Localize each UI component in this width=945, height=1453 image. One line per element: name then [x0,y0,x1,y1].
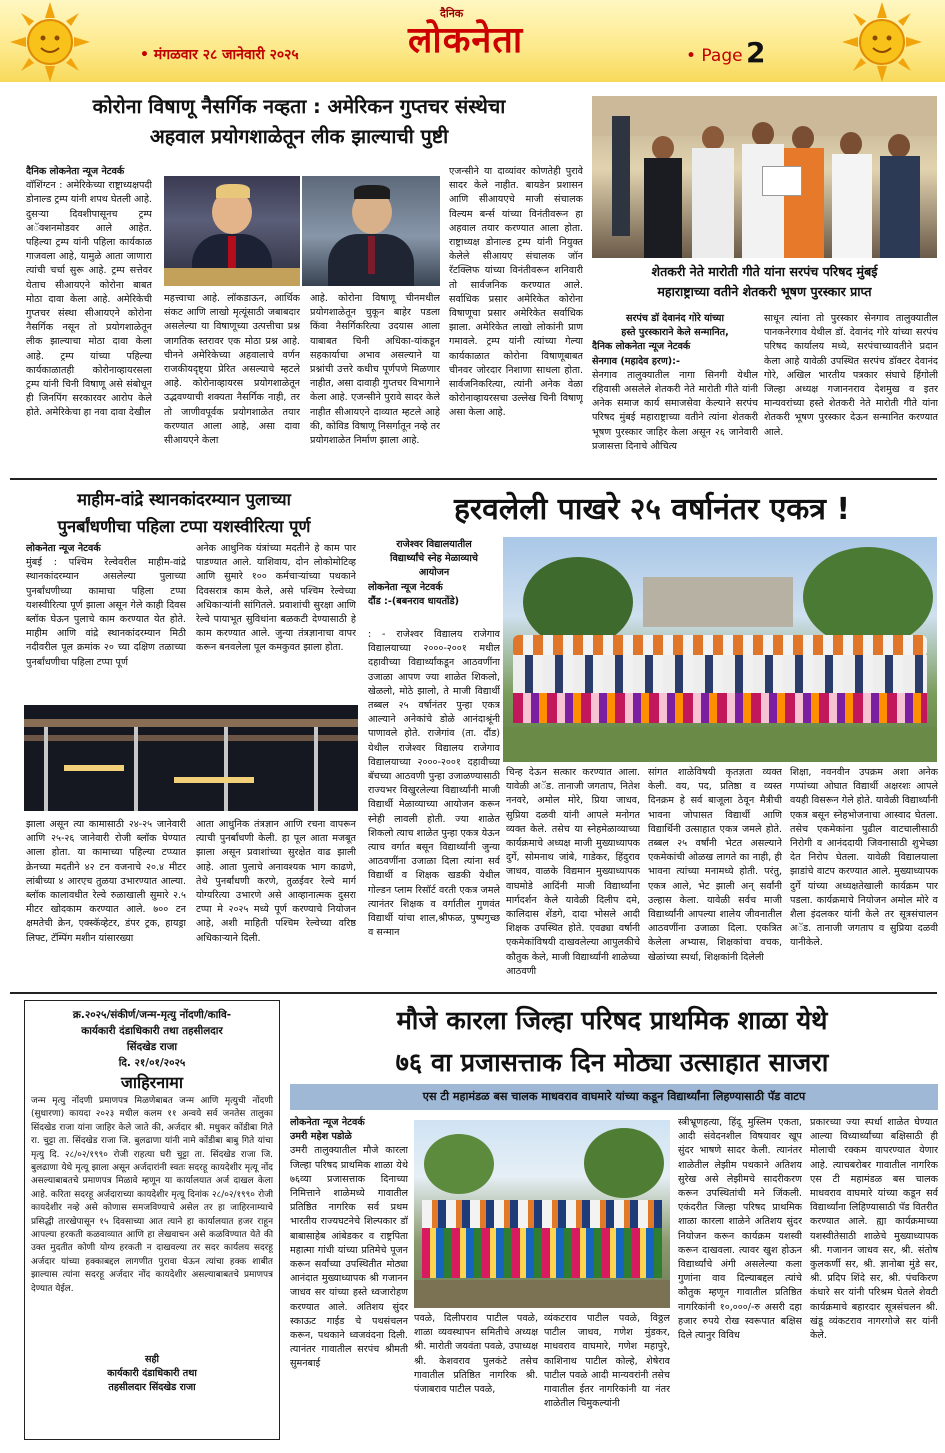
story-school-col-a: पवळे, दिलीपराव पाटील पवळे, शाळा व्यवस्थापन समितीचे अध्यक्ष श्री. मारोती जयवंता पवळे, उपाध्यक्ष श्री. केशवराव पुलकंटे तसेच गावातील प्रतिष्ठित नागरिक श्री. पंजाबराव पाटील पवळे, [414,1313,538,1396]
photo-bridge [24,705,358,811]
brand-small: दैनिक [440,7,464,20]
story-school-headline: मौजे कारला जिल्हा परिषद प्राथमिक शाळा येथे ७६ वा प्रजासत्ताक दिन मोठ्या उत्साहात साजरा [395,1006,829,1078]
divider-1 [10,478,937,480]
brand-logo: लोकनेता [408,20,524,61]
story-reunion-col-2: चिन्ह देऊन सत्कार करण्यात आला. यावेळी अॅड. तानाजी जगताप, नितेश ननवरे, अमोल मोरे, प्रिया जाधव, सुप्रिया दळवी यांनी आपले मनोगत व्यक्त केले. तसेच या स्नेहमेळाव्याच्या कार्यक्रमाचे अध्यक्ष माजी मुख्याध्यापक दुर्गे, सोमनाथ जांबे, गाडेकर, हिंदुराव जाधव, वाळके विद्यमान मुख्याध्यापक वाघमोडे आदिंनी माजी विद्यार्थ्यांना मार्गदर्शन केले यावेळी दिलीप दमे, कालिदास शेंडगे, दादा भोसले आदी शिक्षक उपस्थित होते. एवढ्या वर्षानी एकमेकांविषयी दाखवलेल्या आपुलकीचे कौतुक केले, माजी विद्यार्थ्यांनी शाळेच्या आठवणी [506,767,640,977]
story-bridge-col-1: लोकनेता न्यूज नेटवर्क मुंबई : पश्चिम रेल्वेवरील माहीम-वांद्रे स्थानकांदरम्यान असलेल्या पुलाच्या पुनर्बांधणीच्या कामाचा पहिला टप्पा यशस्वीरित्या पूर्ण झाला असून गेले काही दिवस ब्लॉक घेऊन पुलाचे काम करण्यात येत होते. माहीम आणि वांद्रे स्थानकांदरम्यान मिठी नदीवरील पूल क्रमांक २० च्या दक्षिण तळाच्या पुनर्बांधणीचा पहिला टप्पा पूर्ण [26,543,186,668]
story-bridge-col-4: आता आधुनिक तंत्रज्ञान आणि रचना वापरून त्याची पुनर्बांधणी केली. हा पूल आता मजबूत झाला असून प्रवाशांच्या सुरक्षेत वाढ झाली आहे. आता पुलाचे अनावश्यक भाग काढणे, तेथे पुनर्बांधणी करणे, तुळईवर रेल्वे मार्ग योग्यरित्या उभारणे असे आव्हानात्मक दुसरा टप्पा मे २०२५ मध्ये पूर्ण करण्याचे नियोजन आहे, अशी माहिती पश्चिम रेल्वेच्या वरिष्ठ अधिकाऱ्याने दिली. [196,819,356,944]
issue-date: • मंगळवार २८ जानेवारी २०२५ [140,47,299,63]
story-corona-col-4: एजन्सीने या दाव्यांवर कोणतेही पुरावे सादर केले नाहीत. बायडेन प्रशासन आणि सीआयएचे माजी संचालक विल्यम बर्न्स यांच्या विनंतीवरून हा अहवाल तयार करण्यात आला होता. राष्ट्राध्यक्ष डोनाल्ड ट्रम्प यांनी नियुक्त केलेले सीआयए संचालक जॉन रॅटक्लिफ यांच्या विनंतीवरून शनिवारी तो सार्वजनिक करण्यात आले. सर्वाधिक प्रसार अमेरिकेत कोरोना विषाणूचा प्रसार अमेरिकेत सर्वाधिक झाला. अमेरिकेत लाखो लोकांनी प्राण गमावले. ट्रम्प यांनी त्यांच्या गेल्या कार्यकाळात कोरोना विषाणूबाबत चीनवर जोरदार निशाणा साधला होता. सार्वजनिकरित्या, त्यांनी अनेक वेळा कोरोनाव्हायरसचा उल्लेख चिनी विषाणू असा केला आहे. [449,166,583,419]
story-reunion-col-3: सांगत शाळेविषयी कृतज्ञता व्यक्त केली. वय, पद, प्रतिष्ठा व व्यस्त दिनक्रम हे सर्व बाजूला ठेवून मैत्रीची भावना जोपासत विद्यार्थी आणि विद्यार्थिनी उत्साहात एकत्र जमले होते. तब्बल २५ वर्षांनी भेटत असल्याने एकमेकांची ओळख लागते का नाही, ही भावना त्यांच्या मनामध्ये होती. परंतु, एकत्र आले, भेट झाली अन् सर्वांनी उल्हास केला. यावेळी सर्वच माजी विद्यार्थ्यांनी आपल्या शालेय जीवनातील आठवणींना उजाळा दिला. एकत्रित केलेला अभ्यास, शिक्षकांचा वचक, खेळांच्या स्पर्धा, शिक्षकांनी दिलेली [648,767,782,963]
story-bridge-col-2: अनेक आधुनिक यंत्रांच्या मदतीने हे काम पार पाडण्यात आले. याशिवाय, दोन लोकोमोटिव्ह आणि सुमारे १०० कर्मचाऱ्यांच्या पथकाने दिवसरात्र काम केले, असे पश्चिम रेल्वेच्या अधिकाऱ्यांनी सांगितले. प्रवाशांची सुरक्षा आणि रेल्वे पायाभूत सुविधांना बळकटी देण्यासाठी हे काम करण्यात आले. जुन्या तंत्रज्ञानाचा वापर करून बनवलेला पूल कमकुवत झाला होता. [196,543,356,654]
story-school-col-b: व्यंकटराव पाटील पवळे, विठ्ठल पाटील जाधव, गणेश मुंडकर, माधवराव वाघमारे, गणेश महापुरे, काशिनाथ पाटील कोल्हे, शेषेराव पाटील पवळे आदी मान्यवरांनी तसेच गावातील ईतर नागरिकांनी या नंतर शाळेतील चिमुकल्यांनी [544,1313,670,1410]
story-school-banner: एस टी महामंडळ बस चालक माधवराव वाघमारे यांच्या कडून विद्यार्थ्यांना लिहण्यासाठी पॅड वाटप [290,1084,938,1110]
story-reunion-sub: राजेश्वर विद्यालयातील विद्यार्थ्यांचे स्नेह मेळाव्याचे आयोजन लोकनेता न्यूज नेटवर्क दौंड :-(बबनराव धायतोंडे) [368,539,478,607]
public-notice: क्र.२०२५/संकीर्ण/जन्म-मृत्यु नोंदणी/कावि- कार्यकारी दंडाधिकारी तथा तहसीलदार सिंदखेड राजा दि. २१/०१/२०२५ जाहिरनामा जन्म मृत्यु नोंदणी प्रमाणपत्र मिळणेबाबत जन्म आणि मृत्युची नोंदणी (सुधारणा) कायदा २०२३ मधील कलम ११ अन्वये सर्व जनतेस तालुका सिंदखेड राजा यांना जाहिर केले जाते की, अर्जदार श्री. मधुकर कोंडीबा गिते रा. चुट्टा ता. सिंदखेड राजा जि. बुलढाणा यांनी नामे कोंडीबा बाबु गिते यांचा मृत्यु दि. २८/०२/१९९० रोजी राहत्या घरी चुट्टा ता. सिंदखेड राजा जि. बुलढाणा येथे मृत्यू झाला असून अर्जदारांनी स्वतः सदरहू कायदेशीर मृत्यू नोंद असल्याबाबतचे प्रमाणपत्र मिळावे म्हणून या कार्यालयात अर्ज दाखल केला आहे. करिता सदरहू अर्जदाराच्या कायदेशीर मृत्यू दिनांक २८/०२/१९९० रोजी कायदेशीर नव्हे असे कोणास समजविण्याचे असेल तर हा जाहिरनाम्याचे प्रसिद्धी तारखेपासून १५ दिवसाच्या आत त्याने हा कार्यालयात हजर राहून आपल्या हरकती कळवाव्यात आणि हा लेखवाचन असे कळविण्यात येते की उक्त मुदतीत कोणी योग्य हरकती न दाखवल्या तर सदर कार्यलय सदरहू अर्जदार यांच्या हक्काबद्दल लागणीत पुरावा घेऊन त्यांचा हक्क शाबीत झाल्यास त्यांना सदरहू अर्जदार नोंद कायदेशीर असल्याबाबतचे प्रमाणपत्र देण्यात येईल. सही कार्यकारी दंडाधिकारी तथा तहसीलदार सिंदखेड राजा [24,1000,280,1440]
masthead [0,0,945,82]
photo-award [592,96,937,258]
page-label: • Page [686,46,743,66]
story-school-col-2: स्त्रीभ्रूणहत्या, हिंदू मुस्लिम एकता, आदी संवेदनशील विषयावर खूप सुंदर भाषणे सादर केली. त्यानंतर शाळेतील लेझीम पथकाने अतिशय सुरेख असे लेझीमचे सादरीकरण करून उपस्थितांची मने जिंकली. एकंदरीत जिल्हा परिषद प्राथमिक शाळा कारला शाळेने अतिशय सुंदर नियोजन करून कार्यक्रम यशस्वी करून दाखवला. त्यावर खुश होऊन विद्यार्थ्यांचे अंगी असलेल्या कला गुणांना वाव दिल्याबद्दल त्यांचे कौतुक म्हणून गावातील प्रतिष्ठित नागरिकांनी १०,०००/-रु असरी दहा हजार रुपये रोख स्वरूपात बक्षिस दिले त्यानुर विविध [678,1117,802,1342]
story-award-col-2: साधून त्यांना तो पुरस्कार सेनगाव तालुक्यातील पानकनेरगाव येथील डॉ. देवानंद गोरे यांच्या सरपंच परिषद कार्यालय मध्ये, सरपंचाच्यावतीने प्रदान केला आहे यावेळी उपस्थित सरपंच डॉक्टर देवानंद गोरे, अखिल भारतीय पत्रकार संघाचे हिंगोली जिल्हा अध्यक्ष गजाननराव देशमुख व इतर मान्यवरांच्या हस्ते शेतकरी नेते मारोती गीते यांना शेतकरी भूषण पुरस्कार देऊन सन्मानित करण्यात आले. [764,313,938,438]
story-award-caption: शेतकरी नेते मारोती गीते यांना सरपंच परिषद मुंबई महाराष्ट्राच्या वतीने शेतकरी भूषण पुरस्कार प्राप्त [651,264,878,299]
photo-school [414,1120,670,1308]
story-bridge-col-3: झाला असून त्या कामासाठी २४-२५ जानेवारी आणि २५-२६ जानेवारी रोजी ब्लॉक घेण्यात आला होता. या कामाच्या पहिल्या टप्प्यात क्रेनच्या मदतीने ४२ टन वजनाचे २०.४ मीटर लांबीच्या ४ आरएच तुळया उभारण्यात आल्या. ब्लॉक कालावधीत रेल्वे रुळाखाली सुमारे २.५ मीटर खोदकाम करण्यात आले. ७०० टन क्षमतेची क्रेन, एक्स्कॅव्हेटर, डंपर ट्रक, हायड्रा लिफ्ट, टॅम्पिंग मशीन यांसारख्या [26,819,186,944]
story-corona-headline: कोरोना विषाणू नैसर्गिक नव्हता : अमेरिकन गुप्तचर संस्थेचा अहवाल प्रयोगशाळेतून लीक झाल्याची पुष्टी [92,95,506,148]
story-award-col-1: सरपंच डॉ देवानंद गोरे यांच्या हस्ते पुरस्काराने केले सन्मानित, दैनिक लोकनेता न्यूज नेटवर्क सेनगाव (महादेव हरण):- सेनगाव तालुक्यातील नागा सिनगी येथील रहिवासी असलेले शेतकरी नेते मारोती गीते यांनी अनेक समाज कार्य समाजसेवा केल्याने सरपंच परिषद मुंबई महाराष्ट्राच्या वतीने त्यांना शेतकरी भूषण पुरस्कार जाहिर केला असून २६ जानेवारी प्रजासत्ता दिनाचे औचित्य [592,313,758,452]
story-school-col-1: लोकनेता न्यूज नेटवर्क उमरी महेश पडोळे उमरी तालुक्यातील मौजे कारला जिल्हा परिषद प्राथमिक शाळा येथे ७६व्या प्रजासत्ताक दिनाच्या निमित्ताने शाळेमध्ये गावातील प्रतिष्ठित नागरिक सर्व प्रथम भारतीय राज्यघटनेचे शिल्पकार डॉ बाबासाहेब आंबेडकर व राष्ट्रपिता महात्मा गांधी यांच्या प्रतिमेचे पूजन करून सर्वांच्या उपस्थितीत मोठ्या आनंदात मुख्याध्यापक श्री गजानन जाधव सर यांच्या हस्ते ध्वजारोहण करण्यात आले. अतिशय सुंदर स्काऊट गाईड चे पथसंचलन करून, पथकाने ध्वजवंदना दिली. त्यानंतर गावातील सरपंच श्रीमती सुमनबाई [290,1117,408,1370]
photo-trump [164,176,300,286]
photo-reunion [503,537,937,762]
story-reunion-col-1: : - राजेश्वर विद्यालय राजेगाव विद्यालयाच्या २०००-२००१ मधील दहावीच्या विद्यार्थ्यांकडून आठवणींना उजाळा आपण ज्या शाळेत शिकलो, खेळलो, मोठे झालो, ते माजी विद्यार्थी तब्बल २५ वर्षानंतर पुन्हा एकत्र आल्याने अनेकांचे डोळे आनंदाश्रूंनी पाणावले होते. राजेगांव (ता. दौंड) येथील राजेश्वर विद्यालय राजेगाव विद्यालयाच्या २०००-२००१ दहावीच्या बॅचच्या आठवणी पुन्हा उजाळण्यासाठी राज्यभर विखुरलेल्या विद्यार्थ्यांनी माजी विद्यार्थी मेळाव्याच्या आयोजन करून स्नेही लावली होती. ज्या शाळेत शिकलो त्याच शाळेत पुन्हा एकत्र येऊन त्याच वर्गात बसून विद्यार्थ्यांनी जुन्या आठवणींना उजाळा दिला त्यांना सर्व विद्यार्थी व शिक्षक खडकी येथील गोल्डन प्लाम रिसॉर्ट वरती एकत्र जमले त्यानंतर शिक्षक व वर्गातील गुणवंत विद्यार्थी यांचा शाल,श्रीफळ, पुष्पगुच्छ व सन्मान [368,629,500,939]
story-reunion-col-4: शिक्षा, नवनवीन उपक्रम अशा अनेक गप्पांच्या ओघात विद्यार्थी अक्षरशः आपले वयही विसरून गेले होते. यावेळी विद्यार्थ्यांनी एकत्र बसून स्नेहभोजनाचा आस्वाद घेतला. तसेच एकमेकांना पुढील वाटचालीसाठी निरोगी व आनंददायी जिवनासाठी शुभेच्छा देत निरोप घेतला. यावेळी विद्यालयाला झाडांचे वाटप करण्यात आले. मुख्याध्यापक दुर्गे यांच्या अध्यक्षतेखाली कार्यक्रम पार पडला. कार्यक्रमाचे नियोजन अमोल मोरे व शैला इंदलकर यांनी केले तर सूत्रसंचालन अॅड. तानाजी जगताप व सुप्रिया दळवी यानीकेले. [790,767,938,949]
story-corona-col-3: आहे. कोरोना विषाणू चीनमधील प्रयोगशाळेतून चुकून बाहेर पडला किंवा नैसर्गिकरित्या उदयास आला याबाबत चिनी अधिका-यांकडून सहकार्याचा अभाव असल्याने या प्रश्नांची उत्तरे कधीच पूर्णपणे मिळणार नाहीत, असा दावाही गुप्तचर विभागाने केला आहे. एजन्सीने पुरावे सादर केले नाहीत सीआयएने दाव्यात म्हटले आहे की, कोविड विषाणू निसर्गातून नव्हे तर प्रयोगशाळेत निर्माण झाला आहे. [310,293,440,447]
story-bridge-headline: माहीम-वांद्रे स्थानकांदरम्यान पुलाच्या पुनर्बांधणीचा पहिला टप्पा यशस्वीरित्या पूर्ण [57,490,311,536]
story-reunion-headline: हरवलेली पाखरे २५ वर्षानंतर एकत्र ! [453,492,851,527]
divider-2 [10,992,937,994]
story-corona-col-1: दैनिक लोकनेता न्यूज नेटवर्क वॉशिंग्टन : अमेरिकेच्या राष्ट्राध्यक्षपदी डोनाल्ड ट्रम्प यांनी शपथ घेतली आहे. दुसऱ्या दिवशीपासूनच ट्रम्प अॅक्शनमोडवर आले आहेत. पहिल्या ट्रम्प यांनी पहिला कार्यकाळ गाजवला आहे, यामुळे आता जाणारा त्यांची चर्चा सुरू आहे. ट्रम्प सत्तेवर येताच सीआयएने कोरोना बाबत मोठा दावा केला आहे. अमेरिकेची गुप्तचर संस्था सीआयएने कोरोना नैसर्गिक नसून तो प्रयोगशाळेतून लीक झाल्याचा मोठा दावा केला आहे. ट्रम्प यांच्या पहिल्या कार्यकाळातही कोरोनाव्हायरसला ट्रम्प यांनी चिनी विषाणू असे संबोधून ही जिनपिंग सरकारवर आरोप केले होते. अमेरिकेचा हा नवा दावा देखील [26,166,152,419]
page-number: 2 [746,36,766,69]
sun-left-icon [8,0,92,84]
photo-xi [302,176,440,286]
story-school-col-3: प्रकारच्या ज्या स्पर्धा शाळेत घेण्यात आल्या विध्यार्थ्यांच्या बक्षिसाठी ही मोलाची रक्कम वापरण्यात येणार आहे. त्याचबरोबर गावातील नागरिक एस टी महामंडळ बस चालक माधवराव वाघमारे यांच्या कडून सर्व विद्यार्थ्यांना लिहिण्यासाठी पॅड वितरीत करण्यात आले. ह्या कार्यक्रमाच्या यशस्वीतेसाठी शाळेचे मुख्याध्यापक श्री. गजानन जाधव सर, श्री. संतोष कुलकर्णी सर, श्री. ज्ञानोबा मुंडे सर, श्री. प्रदिप शिंदे सर, श्री. पंचकिरण कंधारे सर यांनी परिश्रम घेतले शेवटी कार्यक्रमाचे बहारदार सूत्रसंचलन श्री. खंडू व्यंकटराव नागरगोजे सर यांनी केले. [810,1117,938,1342]
sun-right-icon [840,0,924,84]
story-corona-col-2: महत्त्वाचा आहे. लॉकडाऊन, आर्थिक संकट आणि लाखो मृत्यूंसाठी जबाबदार असलेल्या या विषाणूच्या उत्पत्तीचा प्रश्न जागतिक स्तरावर एक मोठा प्रश्न आहे. चीनने अमेरिकेच्या अहवालाचे वर्णन राजकीयदृष्ट्या प्रेरित असल्याचे म्हटले आहे. कोरोनाव्हायरस प्रयोगशाळेतून उद्भवण्याची शक्यता नैसर्गिक नाही, तर तो जाणीवपूर्वक प्रयोगशाळेत तयार करण्यात आला आहे, असा दावा सीआयएने केला [164,293,300,447]
